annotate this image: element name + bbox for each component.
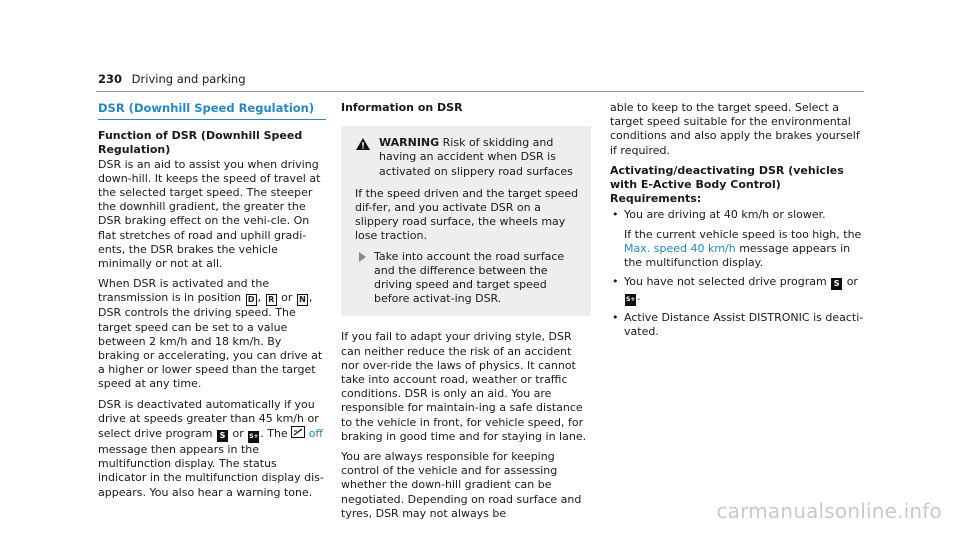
section-heading: DSR (Downhill Speed Regulation) — [98, 101, 315, 115]
text: You have not selected drive program — [624, 275, 827, 289]
function-heading: Function of DSR (Downhill Speed Regulation) — [98, 129, 303, 157]
info-heading: Information on DSR — [341, 101, 463, 114]
warning-box — [341, 126, 591, 316]
text: or — [232, 427, 244, 441]
drive-program-s-plus-icon: S+ — [248, 431, 259, 443]
warning-step-text: Take into account the road surface and the difference between the driving speed and target speed before activat-ing DSR. — [374, 249, 565, 306]
text: . — [637, 290, 641, 304]
paragraph: You are always responsible for keeping control of the vehicle and for assessing whether the down-hill gradient can be negotiated. Depending on road surface and tyres, DSR may not always be — [341, 450, 582, 520]
text: DSR is deactivated automatically if you drive at speeds greater than 45 km/h or select drive program — [98, 397, 319, 441]
paragraph — [98, 277, 326, 391]
step-arrow-icon — [359, 252, 366, 262]
text: When DSR is activated and the transmission is in position — [98, 277, 270, 305]
drive-program-s-icon: S — [217, 430, 228, 442]
text: , — [257, 291, 262, 305]
warning-heading — [379, 136, 581, 179]
activation-heading: Activating/deactivating DSR (vehicles with E-Active Body Control) — [610, 163, 844, 192]
list-item: • Active Distance Assist DISTRONIC is deacti-vated. — [610, 311, 864, 339]
paragraph — [98, 398, 326, 500]
warning-body: If the speed driven and the target speed dif-fer, and you activate DSR on a slippery road surface, the wheels may lose traction. — [355, 186, 579, 243]
text: message then appears in the multifunction display. The status indicator in the multifunction display dis-appears. You also hear a warning tone. — [98, 443, 324, 499]
column-middle — [341, 101, 591, 527]
text: , DSR controls the driving speed. The target speed can be set to a value between 2 km/h and 18 km/h. By braking or accelerating, you can drive at a higher or lower speed than the target speed at any time. — [98, 291, 323, 391]
paragraph: If you fail to adapt your driving style, DSR can neither reduce the risk of an accident nor over-ride the laws of physics. It cannot take into account road, weather or traffic conditions. DSR is only an aid. You are responsible for maintain-ing a safe distance to the vehicle in front, for vehicle speed, for braking in good time and for staying in lane. — [341, 330, 587, 443]
gear-r-icon: R — [266, 294, 277, 306]
text: You are driving at 40 km/h or slower. — [624, 208, 826, 222]
text: message appears in the multifunction display. — [624, 241, 851, 270]
section-title: Driving and parking — [131, 72, 246, 86]
gear-d-icon: D — [246, 294, 257, 306]
warning-step — [355, 250, 581, 307]
warning-label: WARNING — [379, 136, 440, 150]
warning-triangle-icon — [355, 137, 371, 151]
warning-header — [355, 136, 581, 179]
requirements-list — [610, 208, 864, 339]
page-number: 230 — [98, 72, 123, 86]
drive-program-s-plus-icon: S+ — [625, 294, 636, 306]
page-header — [98, 72, 246, 86]
text: or — [281, 291, 293, 305]
text: . The — [260, 427, 288, 441]
text: If the current vehicle speed is too high, the — [624, 227, 862, 241]
drive-program-s-icon: S — [831, 278, 842, 290]
header-divider — [96, 91, 864, 92]
list-item — [610, 208, 864, 270]
status-off: off — [308, 427, 323, 441]
watermark: carmanualsonline.info — [716, 499, 942, 523]
column-right — [610, 101, 864, 345]
column-left — [98, 101, 326, 506]
paragraph: DSR is an aid to assist you when driving down-hill. It keeps the speed of travel at the selected target speed. The steeper the downhill gradient, the greater the DSR braking effect on the vehi-cle. On flat stretches of road and uphill gradi-ents, the DSR brakes the vehicle minimally or not at all. — [98, 157, 321, 271]
list-item — [610, 275, 864, 306]
paragraph: able to keep to the target speed. Select a target speed suitable for the environmental conditions and also apply the brakes yourself if required. — [610, 101, 860, 157]
gear-n-icon: N — [297, 294, 308, 306]
list-item-detail — [624, 228, 864, 271]
display-message: Max. speed 40 km/h — [624, 241, 736, 255]
text: or — [846, 275, 858, 289]
dsr-symbol-icon — [291, 426, 305, 438]
warning-head-text: Risk of skidding and having an accident when DSR is activated on slippery road surfaces — [379, 136, 573, 178]
requirements-label: Requirements: — [610, 192, 702, 206]
heading-divider — [98, 119, 326, 120]
